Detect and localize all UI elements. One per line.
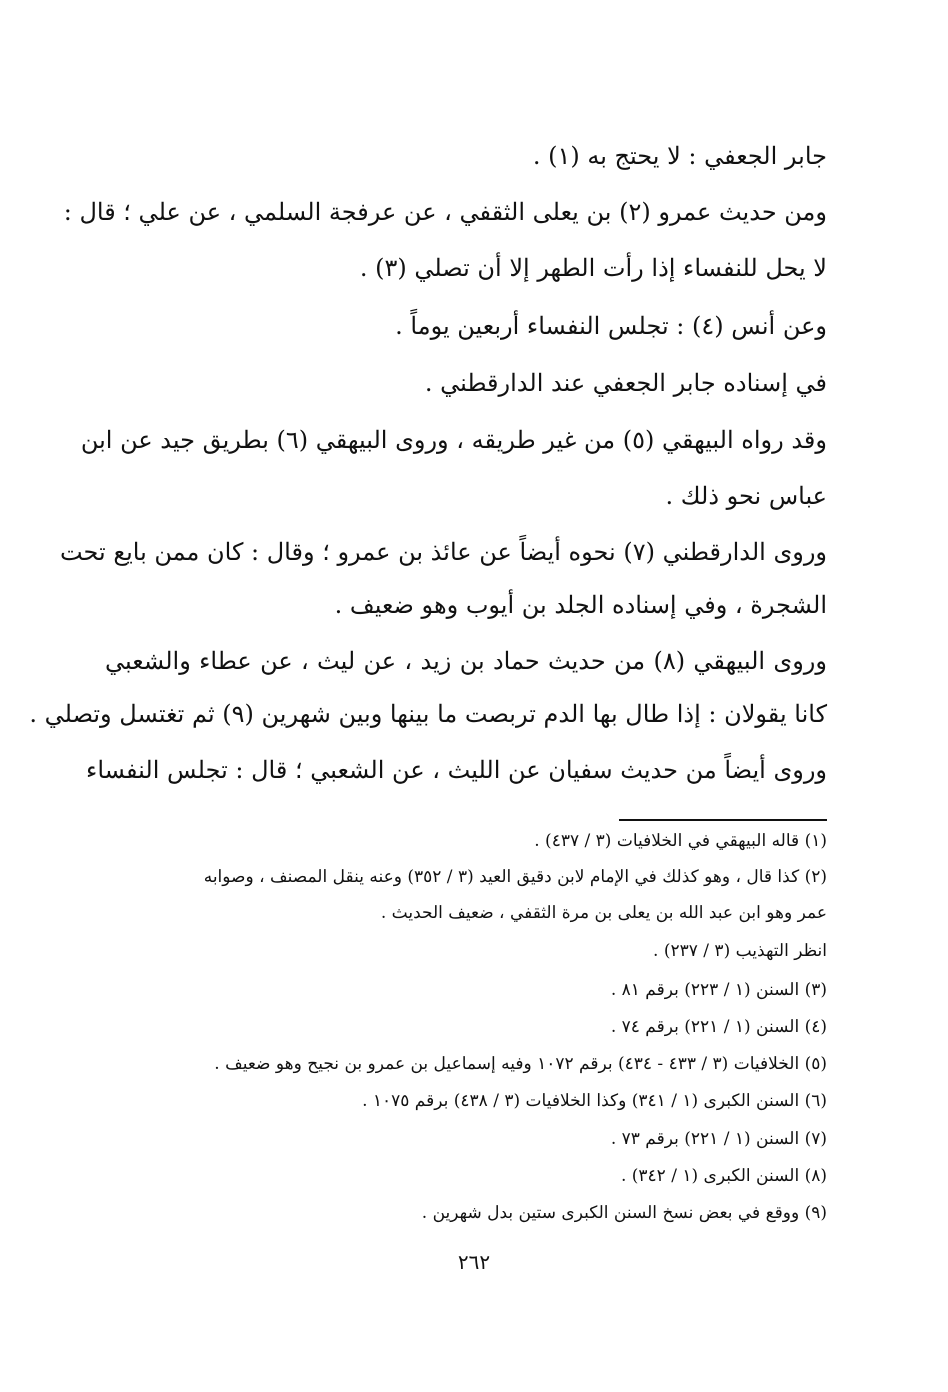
text-line: جابر الجعفي : لا يحتج به (١) . — [532, 142, 827, 170]
footnote-line: (٥) الخلافيات (٣ / ٤٣٣ - ٤٣٤) برقم ١٠٧٢ وفيه إسماعيل بن عمرو بن نجيح وهو ضعيف . — [214, 1054, 827, 1074]
text-line: عباس نحو ذلك . — [665, 482, 827, 510]
footnote-line: (٣) السنن (١ / ٢٢٣) برقم ٨١ . — [610, 980, 827, 1000]
text-line: وروى البيهقي (٨) من حديث حماد بن زيد ، عن ليث ، عن عطاء والشعبي — [105, 647, 827, 675]
text-line: وروى الدارقطني (٧) نحوه أيضاً عن عائذ بن عمرو ؛ وقال : كان ممن بايع تحت — [59, 538, 827, 566]
footnote-line: (٩) ووقع في بعض نسخ السنن الكبرى ستين بدل شهرين . — [421, 1203, 827, 1223]
footnote-line: (١) قاله البيهقي في الخلافيات (٣ / ٤٣٧) . — [534, 831, 827, 851]
page-number: ٢٦٢ — [457, 1250, 491, 1274]
footnote-line: (٢) كذا قال ، وهو كذلك في الإمام لابن دقيق العيد (٣ / ٣٥٢) وعنه ينقل المصنف ، وصوابه — [203, 867, 827, 887]
footnote-line: (٧) السنن (١ / ٢٢١) برقم ٧٣ . — [610, 1129, 827, 1149]
footnote-line: عمر وهو ابن عبد الله بن يعلى بن مرة الثقفي ، ضعيف الحديث . — [380, 903, 827, 923]
text-line: الشجرة ، وفي إسناده الجلد بن أيوب وهو ضعيف . — [334, 591, 827, 619]
text-line: كانا يقولان : إذا طال بها الدم تربصت ما بينها وبين شهرين (٩) ثم تغتسل وتصلي . — [29, 700, 827, 728]
text-line: ومن حديث عمرو (٢) بن يعلى الثقفي ، عن عرفجة السلمي ، عن علي ؛ قال : — [63, 198, 827, 226]
text-line: في إسناده جابر الجعفي عند الدارقطني . — [424, 369, 827, 397]
text-line: وقد رواه البيهقي (٥) من غير طريقه ، وروى البيهقي (٦) بطريق جيد عن ابن — [80, 426, 827, 454]
text-line: لا يحل للنفساء إذا رأت الطهر إلا أن تصلي (٣) . — [359, 254, 827, 282]
text-line: وعن أنس (٤) : تجلس النفساء أربعين يوماً . — [395, 312, 827, 340]
footnote-line: (٨) السنن الكبرى (١ / ٣٤٢) . — [620, 1166, 827, 1186]
footnote-line: (٤) السنن (١ / ٢٢١) برقم ٧٤ . — [610, 1017, 827, 1037]
text-line: وروى أيضاً من حديث سفيان عن الليث ، عن الشعبي ؛ قال : تجلس النفساء — [86, 756, 827, 784]
footnote-divider — [619, 819, 827, 821]
footnote-line: (٦) السنن الكبرى (١ / ٣٤١) وكذا الخلافيات (٣ / ٤٣٨) برقم ١٠٧٥ . — [362, 1091, 827, 1111]
footnote-line: انظر التهذيب (٣ / ٢٣٧) . — [653, 941, 827, 961]
